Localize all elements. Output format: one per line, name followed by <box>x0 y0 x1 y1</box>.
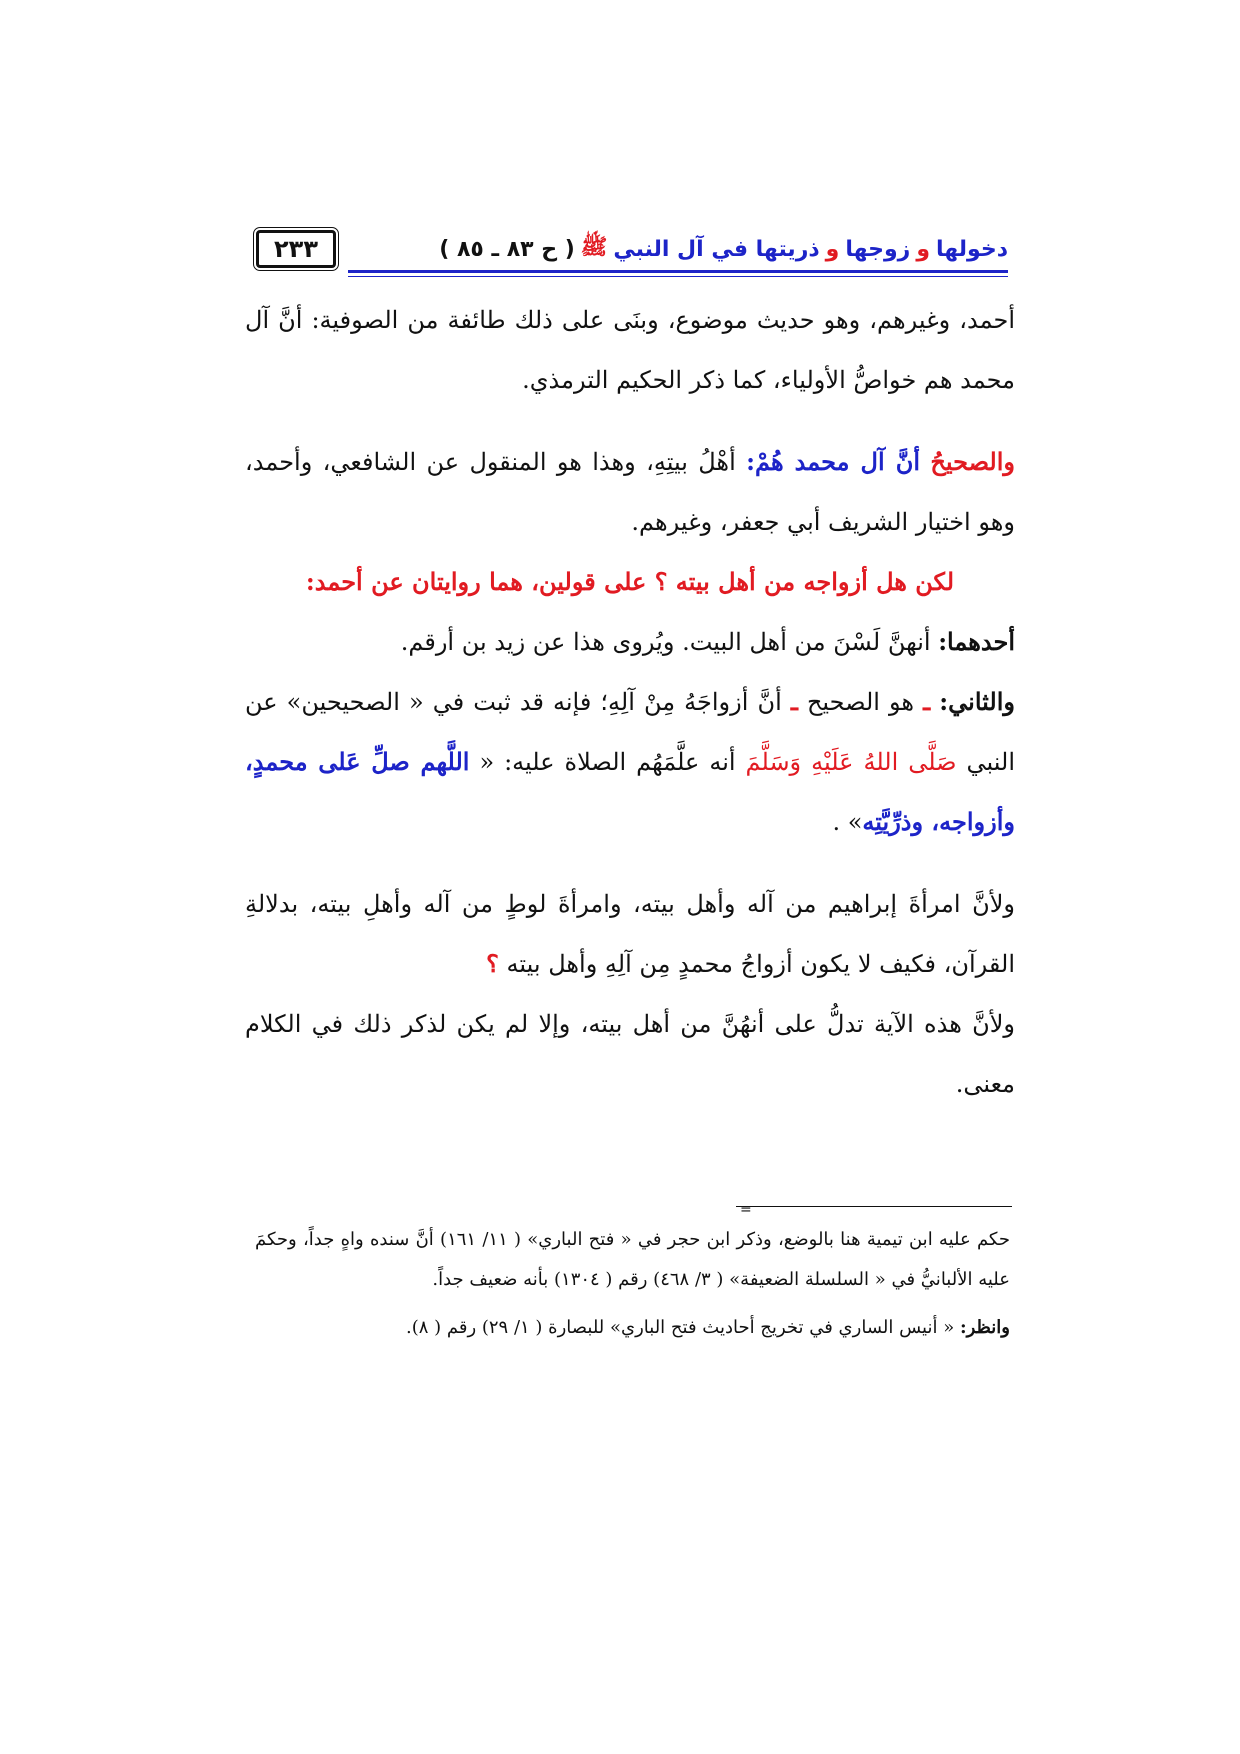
paragraph-2 <box>245 432 1015 552</box>
title-part-4: و <box>825 236 840 262</box>
page-header <box>256 230 1008 272</box>
first-opinion-label: أحدهما: <box>938 627 1015 656</box>
footnote-separator <box>736 1206 1012 1207</box>
footnote-continuation-marker: = <box>740 1202 752 1218</box>
page-number: ٢٣٣ <box>256 230 336 268</box>
paragraph-7: ولأنَّ هذه الآية تدلُّ على أنهُنَّ من أهل بيته، وإلا لم يكن لذكر ذلك في الكلام معنى. <box>245 1010 1015 1098</box>
dash-1: ـ <box>923 687 931 716</box>
salutation: صَلَّى اللهُ عَلَيْهِ وَسَلَّمَ <box>745 748 957 776</box>
title-part-2: و <box>916 236 931 262</box>
paragraph-2-text: أهْلُ بيتِهِ، وهذا هو المنقول عن الشافعي، وأحمد، وهو اختيار الشريف أبي جعفر، وغيرهم. <box>245 448 1015 536</box>
header-rule <box>348 270 1008 273</box>
paragraph-second-opinion <box>245 672 1015 852</box>
header-rule-thin <box>348 276 1008 277</box>
prayer-quote: اللَّهم صلِّ عَلى محمدٍ، وأزواجه، وذرِّيَّتِه <box>245 747 1015 836</box>
title-part-1: دخولها <box>936 236 1008 262</box>
question-mark: ؟ <box>486 949 499 978</box>
footnote-2-text: « أنيس الساري في تخريج أحاديث فتح الباري» للبصارة ( ١/ ٢٩) رقم ( ٨). <box>405 1317 955 1338</box>
second-opinion-text: أنَّ أزواجَهُ مِنْ آلِهِ؛ فإنه قد ثبت في « الصحيحين» عن النبي <box>245 688 1016 776</box>
paragraph-6 <box>245 874 1015 994</box>
page-body <box>245 290 1015 1114</box>
section-question: لكن هل أزواجه من أهل بيته ؟ على قولين، هما روايتان عن أحمد: <box>305 567 955 596</box>
paragraph-2-lead: والصحيحُ <box>930 447 1015 476</box>
footnote-1: حكم عليه ابن تيمية هنا بالوضع، وذكر ابن حجر في « فتح الباري» ( ١١/ ١٦١) أنَّ سنده واهٍ جداً، وحكمَ عليه الألبانيُّ في « السلسلة الضعيفة» ( ٣/ ٤٦٨) رقم ( ١٣٠٤) بأنه ضعيف جداً. <box>255 1229 1010 1290</box>
running-title <box>348 230 1008 268</box>
paragraph-6-text: ولأنَّ امرأةَ إبراهيم من آله وأهل بيته، وامرأةَ لوطٍ من آله وأهلِ بيته، بدلالةِ القرآن، فكيف لا يكون أزواجُ محمدٍ مِن آلِهِ وأهل بيته <box>245 890 1015 978</box>
dash-2: ـ <box>790 687 798 716</box>
paragraph-1: أحمد، وغيرهم، وهو حديث موضوع، وبنَى على ذلك طائفة من الصوفية: أنَّ آل محمد هم خواصُّ الأولياء، كما ذكر الحكيم الترمذي. <box>245 306 1015 394</box>
paragraph-first-opinion <box>245 612 1015 672</box>
footnote-2 <box>255 1308 1010 1348</box>
footnote-2-label: وانظر: <box>959 1317 1010 1338</box>
second-opinion-mid: هو الصحيح <box>806 688 915 716</box>
honorific-icon: ﷺ <box>580 235 608 260</box>
title-part-3: زوجها <box>845 236 911 262</box>
paragraph-2-emphasis: أنَّ آل محمد هُمْ: <box>746 447 921 476</box>
second-opinion-label: والثاني: <box>939 687 1015 716</box>
second-opinion-text-2: أنه علَّمَهُم الصلاة عليه: « <box>479 748 736 776</box>
first-opinion-text: أنهنَّ لَسْنَ من أهل البيت. ويُروى هذا عن زيد بن أرقم. <box>400 628 931 656</box>
title-reference: ( ح ٨٣ ـ ٨٥ ) <box>439 236 575 262</box>
footnotes <box>255 1220 1010 1348</box>
quote-end: » . <box>832 808 863 836</box>
title-part-5: ذريتها في آل النبي <box>613 236 820 262</box>
